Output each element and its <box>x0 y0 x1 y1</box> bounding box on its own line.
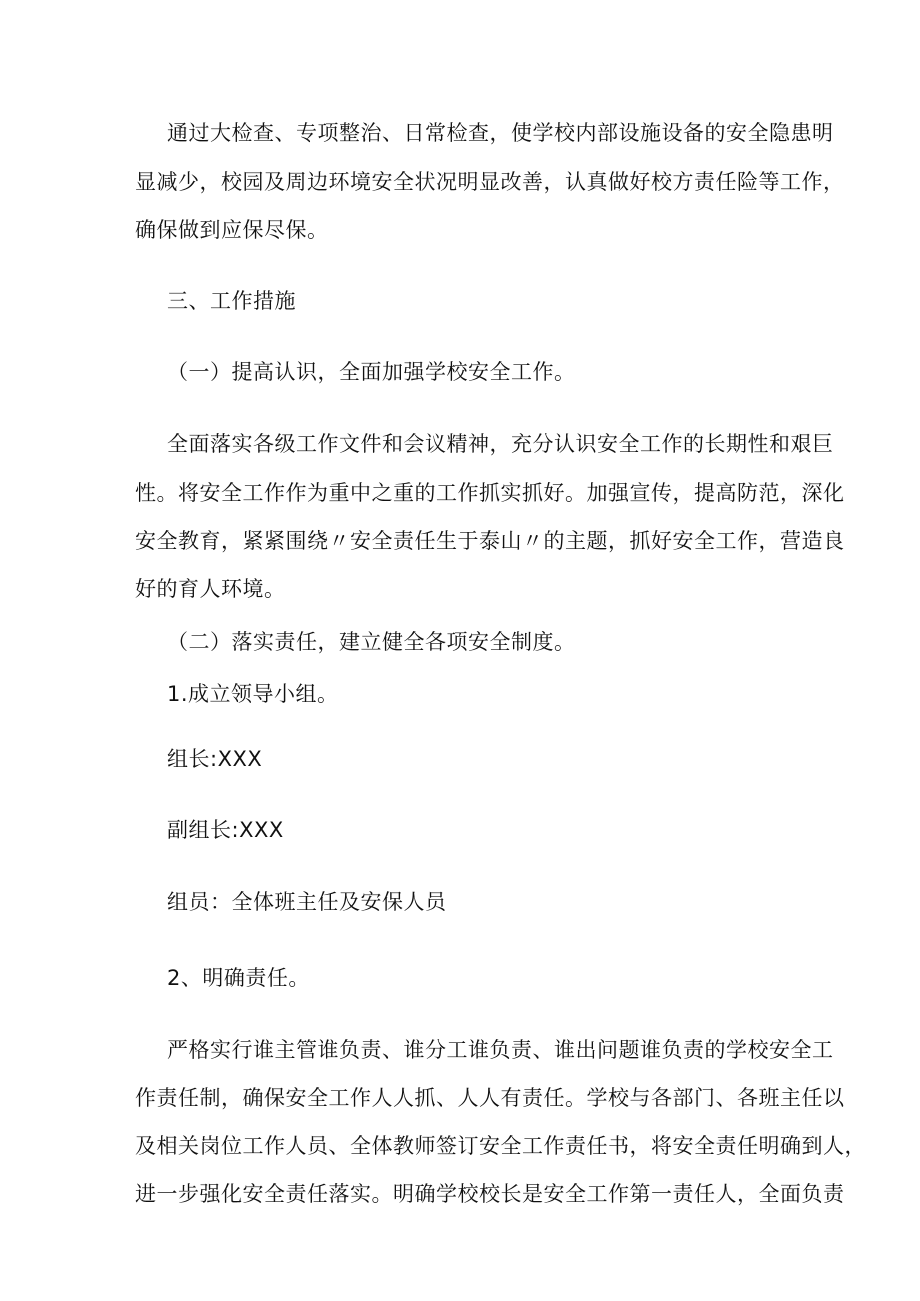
section-3-title: 三、工作措施 <box>167 289 296 313</box>
subsection-2-title: （二）落实责任，建立健全各项安全制度。 <box>167 630 576 654</box>
item-2-title: 2、明确责任。 <box>167 966 310 990</box>
para2-line-2: 性。将安全工作作为重中之重的工作抓实抓好。加强宣传，提高防范，深化 <box>135 481 845 505</box>
para2-line-3: 安全教育，紧紧围绕〃安全责任生于泰山〃的主题，抓好安全工作，营造良 <box>135 529 845 553</box>
para2-line-4: 好的育人环境。 <box>135 577 286 601</box>
leader-line: 组长:XXX <box>167 747 263 771</box>
item-1-title: 1.成立领导小组。 <box>167 682 339 706</box>
para3-line-1: 严格实行谁主管谁负责、谁分工谁负责、谁出问题谁负责的学校安全工 <box>167 1038 834 1062</box>
para1-line-1: 通过大检查、专项整治、日常检查，使学校内部设施设备的安全隐患明 <box>167 121 834 145</box>
para3-line-4: 进一步强化安全责任落实。明确学校校长是安全工作第一责任人，全面负责 <box>135 1182 845 1206</box>
deputy-leader-line: 副组长:XXX <box>167 818 284 842</box>
members-line: 组员：全体班主任及安保人员 <box>167 890 447 914</box>
subsection-1-title: （一）提高认识，全面加强学校安全工作。 <box>167 360 576 384</box>
para3-line-2: 作责任制，确保安全工作人人抓、人人有责任。学校与各部门、各班主任以 <box>135 1086 845 1110</box>
para3-line-3: 及相关岗位工作人员、全体教师签订安全工作责任书，将安全责任明确到人， <box>135 1134 866 1158</box>
para2-line-1: 全面落实各级工作文件和会议精神，充分认识安全工作的长期性和艰巨 <box>167 432 834 456</box>
para1-line-3: 确保做到应保尽保。 <box>135 218 329 242</box>
para1-line-2: 显减少，校园及周边环境安全状况明显改善，认真做好校方责任险等工作， <box>135 170 845 194</box>
